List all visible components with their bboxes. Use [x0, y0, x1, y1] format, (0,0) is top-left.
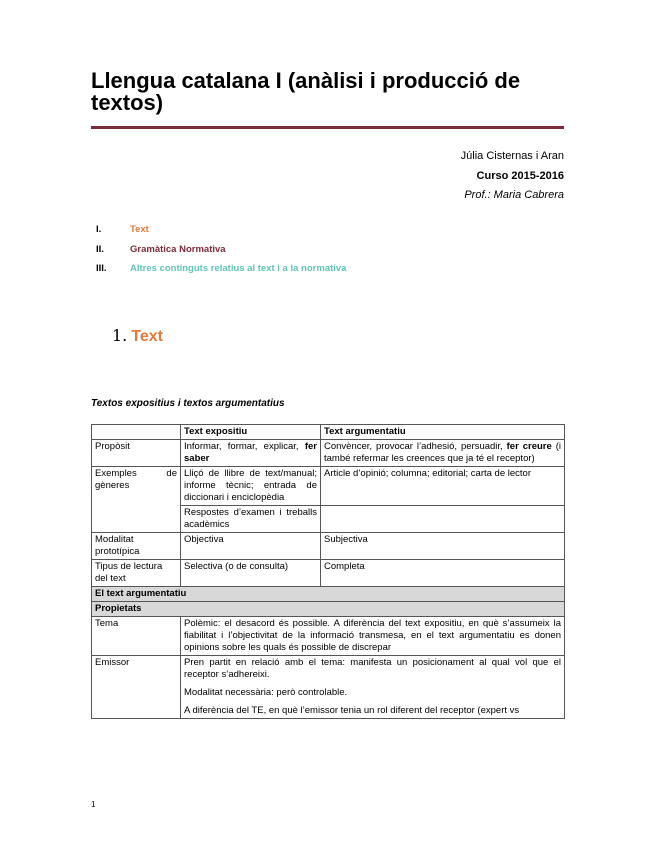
table-row — [92, 617, 565, 656]
cell-paragraph: Modalitat necessària: però controlable. — [184, 687, 348, 698]
expositiu-cell — [181, 440, 321, 467]
argumentatiu-cell — [321, 440, 565, 467]
table-row — [92, 467, 565, 506]
comparison-table — [91, 424, 565, 719]
expositiu-cell: Respostes d’examen i treballs acadèmics — [181, 506, 321, 533]
author-name: Júlia Cisternas i Aran — [460, 150, 564, 162]
section-title: Text — [131, 328, 163, 345]
toc-number: III. — [96, 263, 107, 274]
argumentatiu-cell — [321, 506, 565, 533]
toc-number: II. — [96, 243, 104, 255]
row-label: Emissor — [92, 656, 181, 719]
row-label: Modalitat prototípica — [92, 533, 181, 560]
header-cell-expositiu: Text expositiu — [181, 425, 321, 440]
page-number: 1 — [91, 800, 96, 809]
argumentatiu-cell: Article d’opinió; columna; editorial; carta de lector — [321, 467, 565, 506]
table-section-row — [92, 587, 565, 602]
row-label: Tema — [92, 617, 181, 656]
document-title: Llengua catalana I (anàlisi i producció de textos) — [91, 68, 521, 115]
argumentatiu-cell: Subjectiva — [321, 533, 565, 560]
toc-item-other[interactable] — [96, 263, 346, 283]
property-cell — [181, 656, 565, 719]
cell-text: Convèncer, provocar l’adhesió, persuadir, — [324, 441, 507, 452]
row-label: Tipus de lectura del text — [92, 560, 181, 587]
cell-bold-text: fer saber — [184, 441, 317, 464]
section-heading — [112, 326, 163, 346]
expositiu-cell: Objectiva — [181, 533, 321, 560]
table-title: Textos expositius i textos argumentatius — [91, 398, 285, 409]
section-heading-cell: El text argumentatiu — [92, 587, 565, 602]
property-cell — [181, 617, 565, 656]
table-header-row — [92, 425, 565, 440]
table-row — [92, 533, 565, 560]
toc-label[interactable]: Altres continguts relatius al text i a la normativa — [130, 263, 347, 274]
table-subsection-row — [92, 602, 565, 617]
table-row — [92, 656, 565, 719]
cell-text: Informar, formar, explicar, — [184, 441, 305, 452]
expositiu-cell: Selectiva (o de consulta) — [181, 560, 321, 587]
table-of-contents — [96, 224, 346, 283]
header-cell-argumentatiu: Text argumentatiu — [321, 425, 565, 440]
cell-paragraph: Pren partit en relació amb el tema: manifesta un posicionament al qual vol que el receptor s’adhereixi. — [184, 657, 561, 680]
toc-number: I. — [96, 224, 102, 235]
toc-item-grammar[interactable] — [96, 244, 346, 264]
toc-item-text[interactable] — [96, 224, 346, 244]
table-row — [92, 440, 565, 467]
row-label: Exemples de gèneres — [92, 467, 181, 533]
cell-bold-text: fer creure — [506, 441, 552, 452]
subheading-cell: Propietats — [92, 602, 565, 617]
cell-paragraph: Polèmic: el desacord és possible. A diferència del text expositiu, en què s’assumeix la fiabilitat i l’objectivitat de la informació transmesa, en el text argumentatiu es donen opinions sobre les quals és possible de discrepar — [184, 618, 561, 653]
argumentatiu-cell: Completa — [321, 560, 565, 587]
table-row — [92, 560, 565, 587]
toc-label[interactable]: Text — [130, 224, 149, 235]
course-year: Curso 2015-2016 — [476, 170, 564, 182]
row-label: Propòsit — [92, 440, 181, 467]
expositiu-cell: Lliçó de llibre de text/manual; informe tècnic; entrada de diccionari i enciclopèdia — [181, 467, 321, 506]
cell-paragraph: A diferència del TE, en què l’emissor tenia un rol diferent del receptor (expert vs — [184, 705, 520, 716]
cell-text-suffix: (i també refermar les creences que ja té el receptor) — [324, 441, 561, 464]
title-rule — [91, 126, 564, 129]
professor-name: Prof.: Maria Cabrera — [464, 189, 564, 201]
section-number: 1. — [112, 326, 128, 345]
toc-label[interactable]: Gramàtica Normativa — [130, 243, 226, 255]
header-cell-empty — [92, 425, 181, 440]
